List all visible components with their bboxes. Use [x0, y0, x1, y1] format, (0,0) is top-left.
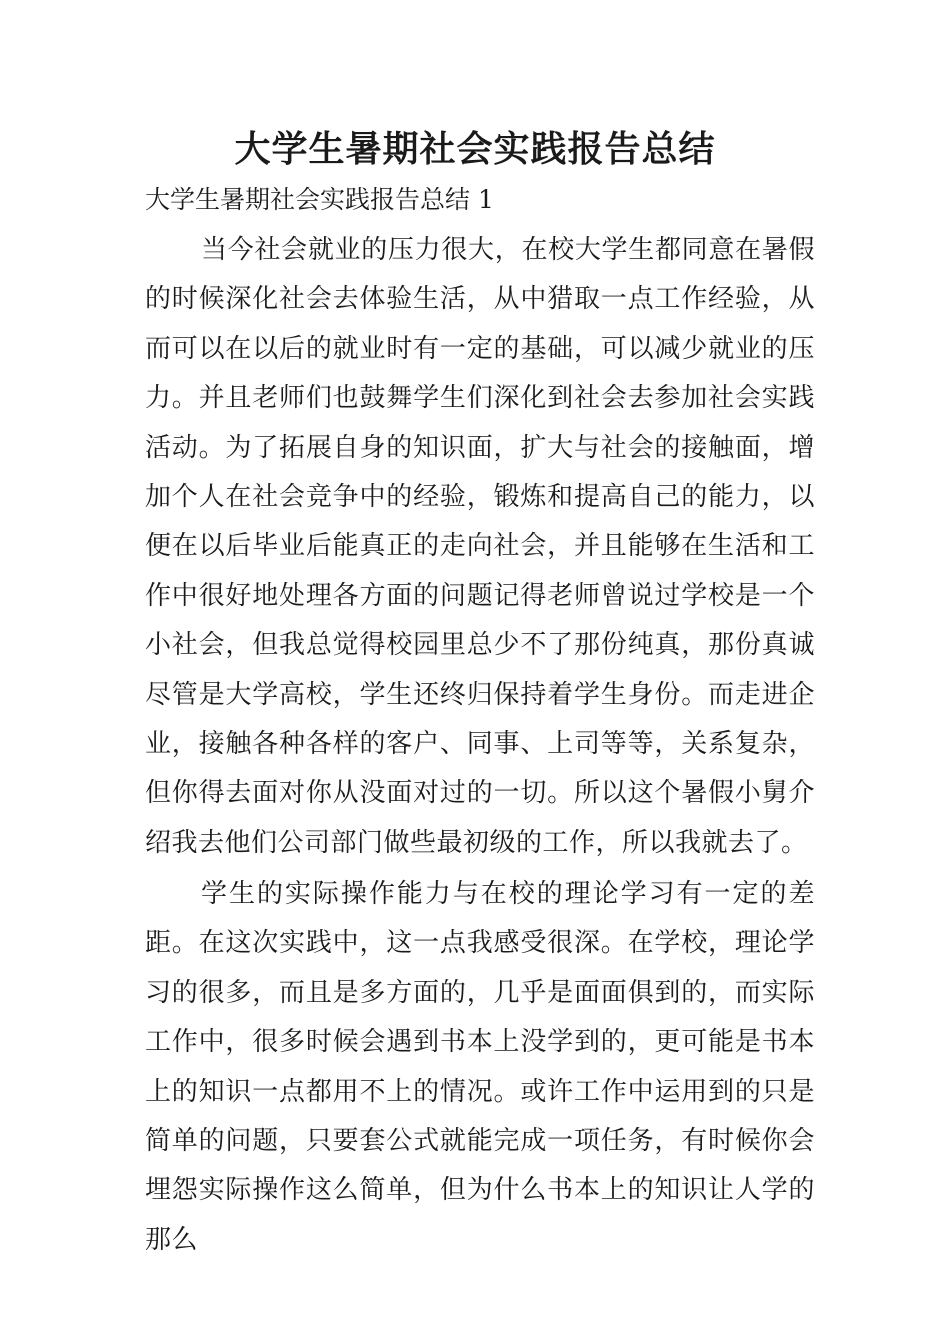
- body-paragraph-2: 学生的实际操作能力与在校的理论学习有一定的差距。在这次实践中，这一点我感受很深。在学校，理论学习的很多，而且是多方面的，几乎是面面俱到的，而实际工作中，很多时候会遇到书本上没学到的，更可能是书本上的知识一点都用不上的情况。或许工作中运用到的只是简单的问题，只要套公式就能完成一项任务，有时候你会埋怨实际操作这么简单，但为什么书本上的知识让人学的那么: [145, 879, 815, 1255]
- body-paragraph-1: 当今社会就业的压力很大，在校大学生都同意在暑假的时候深化社会去体验生活，从中猎取一点工作经验，从而可以在以后的就业时有一定的基础，可以减少就业的压力。并且老师们也鼓舞学生们深化到社会去参加社会实践活动。为了拓展自身的知识面，扩大与社会的接触面，增加个人在社会竞争中的经验，锻炼和提高自己的能力，以便在以后毕业后能真正的走向社会，并且能够在生活和工作中很好地处理各方面的问题记得老师曾说过学校是一个小社会，但我总觉得校园里总少不了那份纯真，那份真诚尽管是大学高校，学生还终归保持着学生身份。而走进企业，接触各种各样的客户、同事、上司等等，关系复杂，但你得去面对你从没面对过的一切。所以这个暑假小舅介绍我去他们公司部门做些最初级的工作，所以我就去了。: [145, 235, 815, 858]
- section-heading: 大学生暑期社会实践报告总结 1: [145, 185, 494, 214]
- document-title: 大学生暑期社会实践报告总结: [234, 129, 716, 170]
